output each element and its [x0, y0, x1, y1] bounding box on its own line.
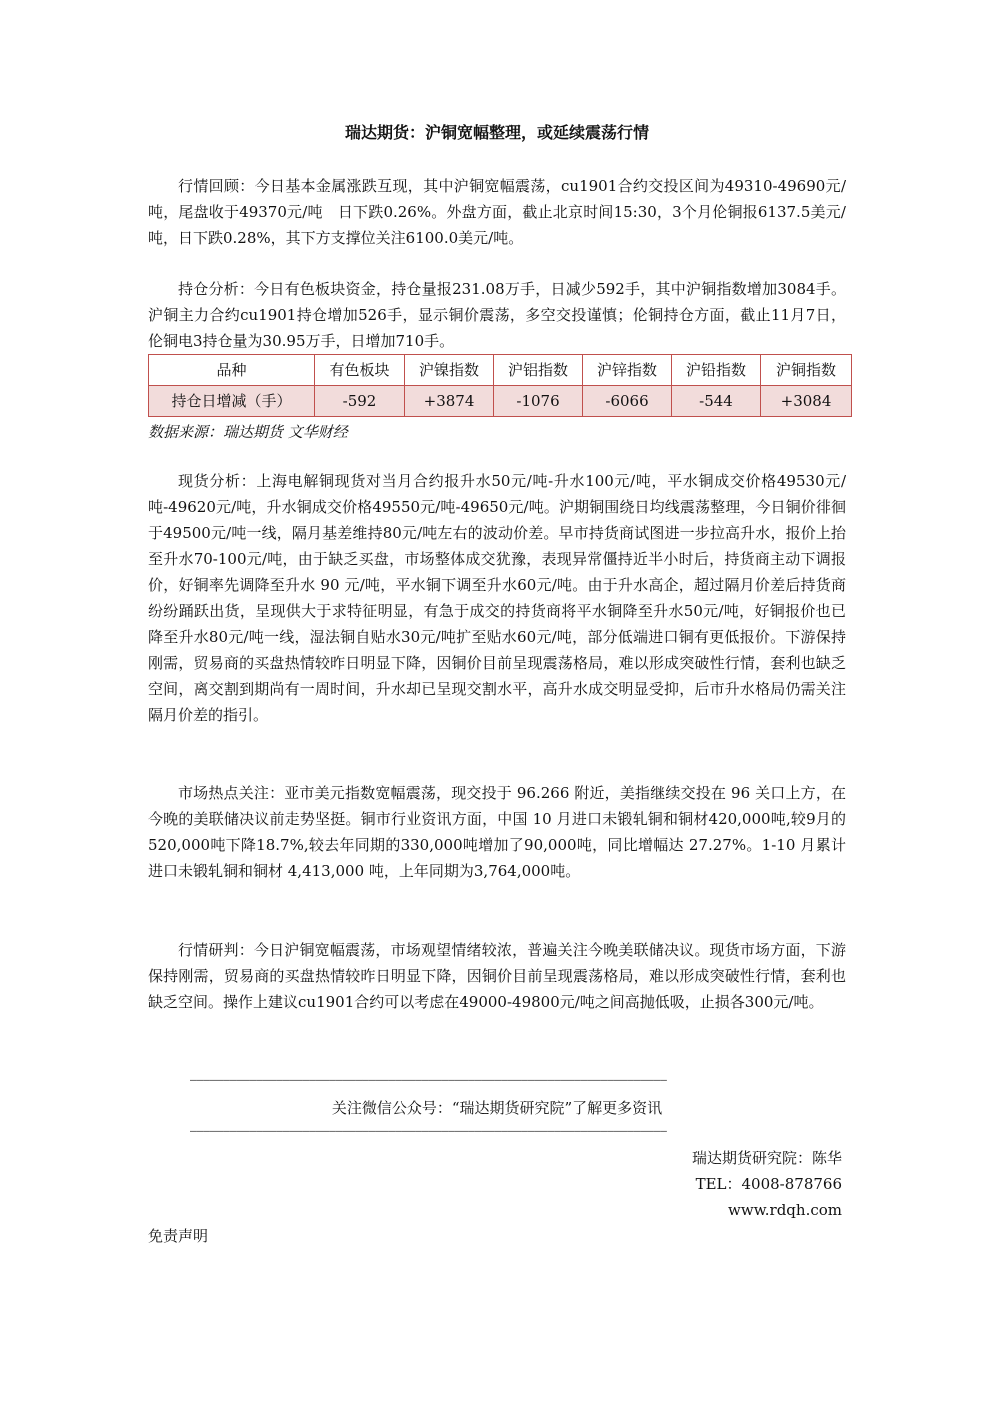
data-source-note: 数据来源：瑞达期货 文华财经	[148, 423, 348, 441]
table-cell: -592	[315, 386, 405, 417]
table-cell: -1076	[494, 386, 583, 417]
table-cell: -544	[672, 386, 761, 417]
table-header-cell: 品种	[149, 355, 315, 386]
divider-bottom: ————————————————————————————————————————————————————————————————————————	[190, 1125, 667, 1137]
table-cell: -6066	[583, 386, 672, 417]
paragraph-position-analysis: 持仓分析：今日有色板块资金，持仓量报231.08万手，日减少592手，其中沪铜指数增加3084手。沪铜主力合约cu1901持仓增加526手，显示铜价震荡，多空交投谨慎；伦铜持仓方面，截止11月7日，伦铜电3持仓量为30.95万手，日增加710手。	[148, 280, 846, 350]
table-header-cell: 沪铅指数	[672, 355, 761, 386]
paragraph-market-hotspot: 市场热点关注：亚市美元指数宽幅震荡，现交投于 96.266 附近，美指继续交投在 96 关口上方，在今晚的美联储决议前走势坚挺。铜市行业资讯方面，中国 10 月进口未锻轧铜和铜材420,000吨,较9月的520,000吨下降18.7%,较去年同期的330,000吨增加了90,000吨，同比增幅达 27.27%。1-10 月累计进口未锻轧铜和铜材 4,413,000 吨，上年同期为3,764,000吨。	[148, 784, 846, 880]
position-table	[148, 354, 851, 417]
table-header-cell: 沪镍指数	[405, 355, 494, 386]
follow-wechat-note: 关注微信公众号：“瑞达期货研究院”了解更多资讯	[331, 1099, 663, 1117]
table-cell: 持仓日增减（手）	[149, 386, 315, 417]
table-header-cell: 沪铜指数	[761, 355, 852, 386]
table-header-cell: 沪铝指数	[494, 355, 583, 386]
disclaimer-heading: 免责声明	[148, 1227, 209, 1245]
table-row	[149, 386, 852, 417]
table-header-cell: 有色板块	[315, 355, 405, 386]
table-header-cell: 沪锌指数	[583, 355, 672, 386]
paragraph-spot-analysis: 现货分析：上海电解铜现货对当月合约报升水50元/吨-升水100元/吨，平水铜成交价格49530元/吨-49620元/吨，升水铜成交价格49550元/吨-49650元/吨。沪期铜围绕日均线震荡整理，今日铜价徘徊于49500元/吨一线，隔月基差维持80元/吨左右的波动价差。早市持货商试图进一步拉高升水，报价上抬至升水70-100元/吨，由于缺乏买盘，市场整体成交犹豫，表现异常僵持近半小时后，持货商主动下调报价，好铜率先调降至升水 90 元/吨，平水铜下调至升水60元/吨。由于升水高企，超过隔月价差后持货商纷纷踊跃出货，呈现供大于求特征明显，有急于成交的持货商将平水铜降至升水50元/吨，好铜报价也已降至升水80元/吨一线，湿法铜自贴水30元/吨扩至贴水60元/吨，部分低端进口铜有更低报价。下游保持刚需，贸易商的买盘热情较昨日明显下降，因铜价目前呈现震荡格局，难以形成突破性行情，套利也缺乏空间，离交割到期尚有一周时间，升水却已呈现交割水平，高升水成交明显受抑，后市升水格局仍需关注隔月价差的指引。	[148, 472, 846, 724]
page-title: 瑞达期货：沪铜宽幅整理，或延续震荡行情	[344, 123, 649, 142]
paragraph-market-review: 行情回顾：今日基本金属涨跌互现，其中沪铜宽幅震荡，cu1901合约交投区间为49310-49690元/吨，尾盘收于49370元/吨 日下跌0.26%。外盘方面，截止北京时间15:30，3个月伦铜报6137.5美元/吨，日下跌0.28%，其下方支撑位关注6100.0美元/吨。	[148, 177, 846, 247]
divider-top: ————————————————————————————————————————————————————————————————————————	[190, 1074, 667, 1086]
table-cell: +3084	[761, 386, 852, 417]
website-link[interactable]: www.rdqh.com	[728, 1201, 842, 1219]
table-header-row	[149, 355, 852, 386]
contact-tel: TEL：4008-878766	[695, 1175, 842, 1193]
table-cell: +3874	[405, 386, 494, 417]
author-signature: 瑞达期货研究院：陈华	[691, 1149, 842, 1167]
paragraph-market-judgement: 行情研判：今日沪铜宽幅震荡，市场观望情绪较浓，普遍关注今晚美联储决议。现货市场方面，下游保持刚需，贸易商的买盘热情较昨日明显下降，因铜价目前呈现震荡格局，难以形成突破性行情，套利也缺乏空间。操作上建议cu1901合约可以考虑在49000-49800元/吨之间高抛低吸，止损各300元/吨。	[148, 941, 846, 1011]
